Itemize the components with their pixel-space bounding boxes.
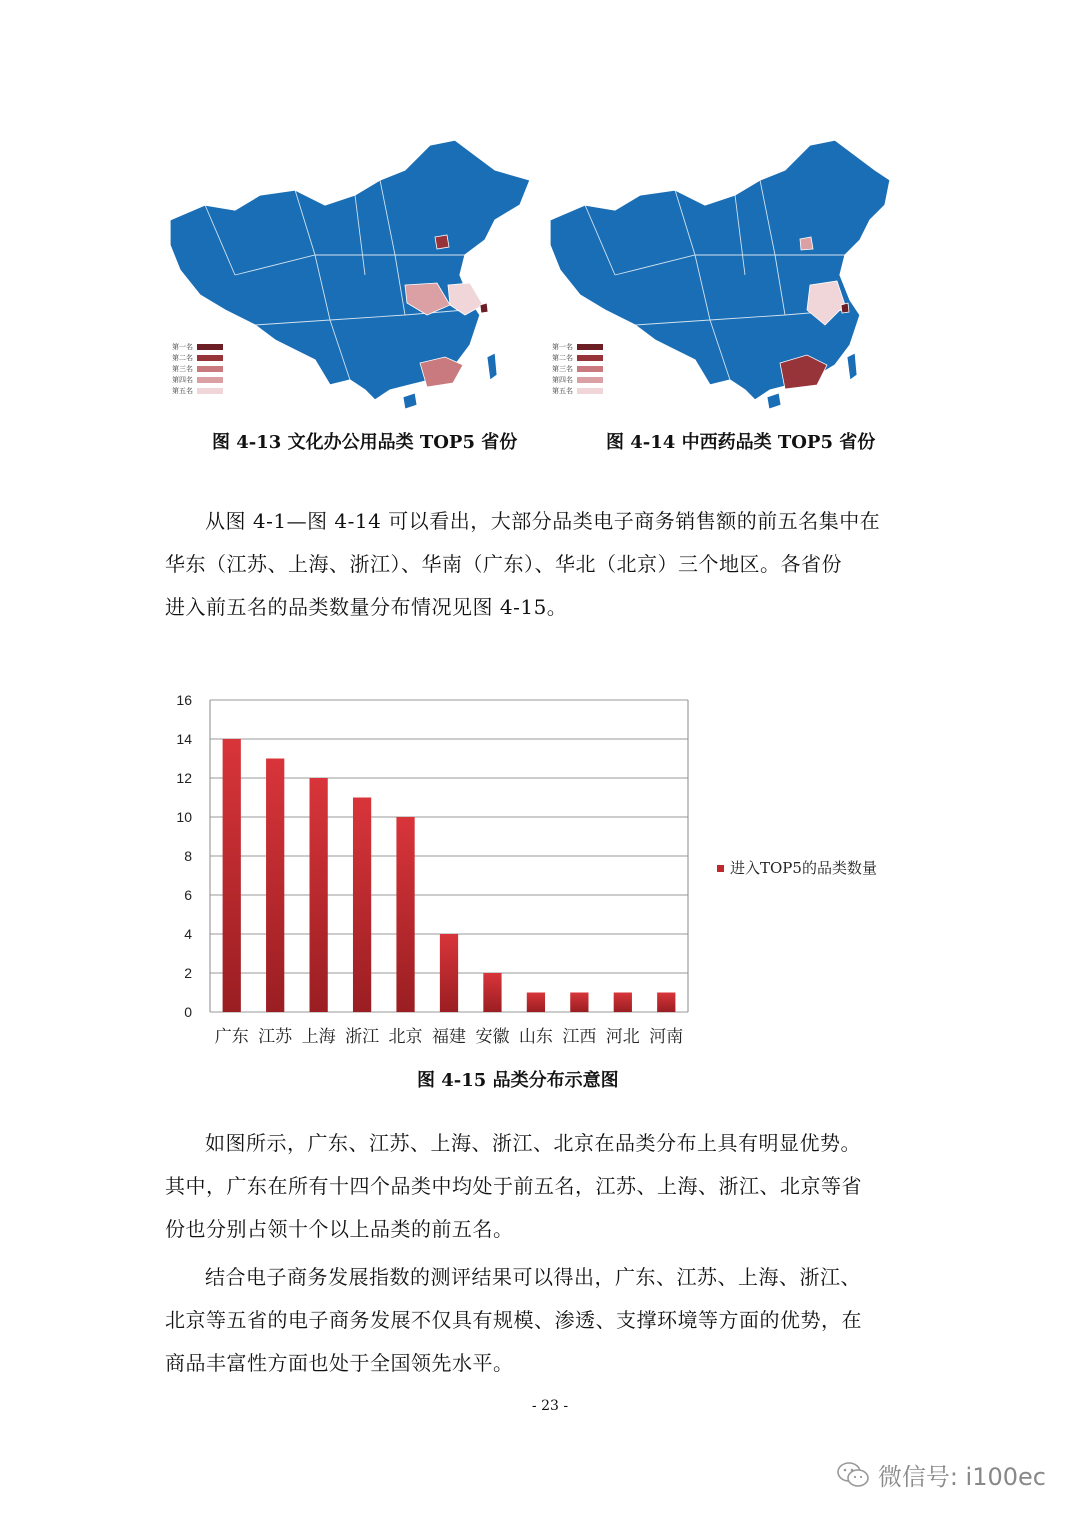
legend-label: 第二名 <box>552 353 573 362</box>
figure-caption-4-13: 图 4-13 文化办公用品类 TOP5 省份 <box>212 432 518 453</box>
chart-canvas <box>150 680 910 1060</box>
x-tick-label: 河南 <box>649 1027 684 1047</box>
legend-label: 第三名 <box>552 364 573 373</box>
island-hainan <box>767 393 781 409</box>
legend-swatch <box>577 366 603 372</box>
map-legend-4-14 <box>552 341 603 396</box>
bar <box>570 993 588 1013</box>
legend-swatch <box>577 377 603 383</box>
paragraph-2 <box>165 1122 905 1251</box>
x-tick-label: 浙江 <box>345 1027 380 1047</box>
legend-label: 第一名 <box>552 342 573 351</box>
island-taiwan <box>847 353 857 380</box>
x-tick-label: 安徽 <box>475 1027 510 1047</box>
bar <box>353 798 371 1013</box>
paragraph-3 <box>165 1256 905 1385</box>
legend-label: 第四名 <box>552 375 573 384</box>
y-tick-label: 0 <box>184 1004 192 1020</box>
province-beijing <box>800 237 813 250</box>
y-tick-label: 12 <box>176 770 192 786</box>
legend-label: 第五名 <box>172 386 193 395</box>
x-tick-label: 江苏 <box>258 1027 293 1047</box>
legend-row <box>552 363 603 374</box>
island-taiwan <box>487 353 497 380</box>
province-shanghai <box>841 303 849 313</box>
legend-label: 第四名 <box>172 375 193 384</box>
bar-chart-4-15 <box>150 680 910 1060</box>
legend-row <box>172 374 223 385</box>
x-tick-label: 河北 <box>605 1027 640 1047</box>
legend-label: 进入TOP5的品类数量 <box>730 859 877 877</box>
bar <box>657 993 675 1013</box>
legend-swatch <box>577 388 603 394</box>
legend-row <box>552 385 603 396</box>
legend-swatch <box>197 377 223 383</box>
legend-row <box>172 385 223 396</box>
legend-row <box>552 374 603 385</box>
y-tick-label: 4 <box>184 926 192 942</box>
watermark <box>836 1457 1046 1492</box>
legend-swatch <box>197 344 223 350</box>
paragraph-line: 如图所示，广东、江苏、上海、浙江、北京在品类分布上具有明显优势。 <box>205 1131 861 1155</box>
paragraph-line: 份也分别占领十个以上品类的前五名。 <box>165 1217 514 1241</box>
legend-label: 第五名 <box>552 386 573 395</box>
bar <box>223 739 241 1012</box>
bar <box>527 993 545 1013</box>
x-tick-label: 北京 <box>388 1027 423 1047</box>
legend-swatch <box>197 355 223 361</box>
legend-row <box>172 341 223 352</box>
paragraph-line: 进入前五名的品类数量分布情况见图 4-15。 <box>165 595 568 619</box>
bar <box>440 934 458 1012</box>
legend-label: 第一名 <box>172 342 193 351</box>
watermark-text: 微信号: i100ec <box>877 1463 1046 1491</box>
wechat-icon <box>836 1461 870 1489</box>
paragraph-line: 北京等五省的电子商务发展不仅具有规模、渗透、支撑环境等方面的优势，在 <box>165 1308 862 1332</box>
legend-row <box>552 352 603 363</box>
legend-row <box>172 352 223 363</box>
province-shanghai <box>480 303 488 313</box>
x-tick-label: 广东 <box>214 1027 249 1047</box>
y-tick-label: 14 <box>176 731 192 747</box>
bar <box>396 817 414 1012</box>
paragraph-1 <box>165 500 905 629</box>
x-tick-label: 上海 <box>301 1027 336 1047</box>
bar <box>266 759 284 1013</box>
legend-swatch <box>577 344 603 350</box>
figure-caption-4-15: 图 4-15 品类分布示意图 <box>417 1070 619 1091</box>
legend-swatch <box>197 366 223 372</box>
bar <box>614 993 632 1013</box>
y-tick-label: 8 <box>184 848 192 864</box>
y-tick-label: 10 <box>176 809 192 825</box>
paragraph-line: 华东（江苏、上海、浙江）、华南（广东）、华北（北京）三个地区。各省份 <box>165 552 842 576</box>
page-number: - 23 - <box>531 1398 569 1414</box>
legend-swatch <box>197 388 223 394</box>
bar <box>310 778 328 1012</box>
figure-caption-4-14: 图 4-14 中西药品类 TOP5 省份 <box>606 432 876 453</box>
x-tick-label: 山东 <box>518 1027 553 1047</box>
y-tick-label: 2 <box>184 965 192 981</box>
legend-row <box>552 341 603 352</box>
paragraph-line: 结合电子商务发展指数的测评结果可以得出，广东、江苏、上海、浙江、 <box>205 1265 861 1289</box>
legend-swatch <box>577 355 603 361</box>
y-tick-label: 16 <box>176 692 192 708</box>
island-hainan <box>403 393 417 409</box>
x-tick-label: 福建 <box>432 1027 466 1047</box>
legend-label: 第三名 <box>172 364 193 373</box>
paragraph-line: 从图 4-1—图 4-14 可以看出，大部分品类电子商务销售额的前五名集中在 <box>205 509 881 533</box>
province-beijing <box>435 235 449 249</box>
y-tick-label: 6 <box>184 887 192 903</box>
legend-label: 第二名 <box>172 353 193 362</box>
bar <box>483 973 501 1012</box>
paragraph-line: 商品丰富性方面也处于全国领先水平。 <box>165 1351 514 1375</box>
paragraph-line: 其中，广东在所有十四个品类中均处于前五名，江苏、上海、浙江、北京等省 <box>165 1174 862 1198</box>
china-mainland-shape <box>170 140 530 400</box>
legend-row <box>172 363 223 374</box>
map-legend-4-13 <box>172 341 223 396</box>
legend-swatch <box>717 865 724 872</box>
x-tick-label: 江西 <box>562 1027 597 1047</box>
